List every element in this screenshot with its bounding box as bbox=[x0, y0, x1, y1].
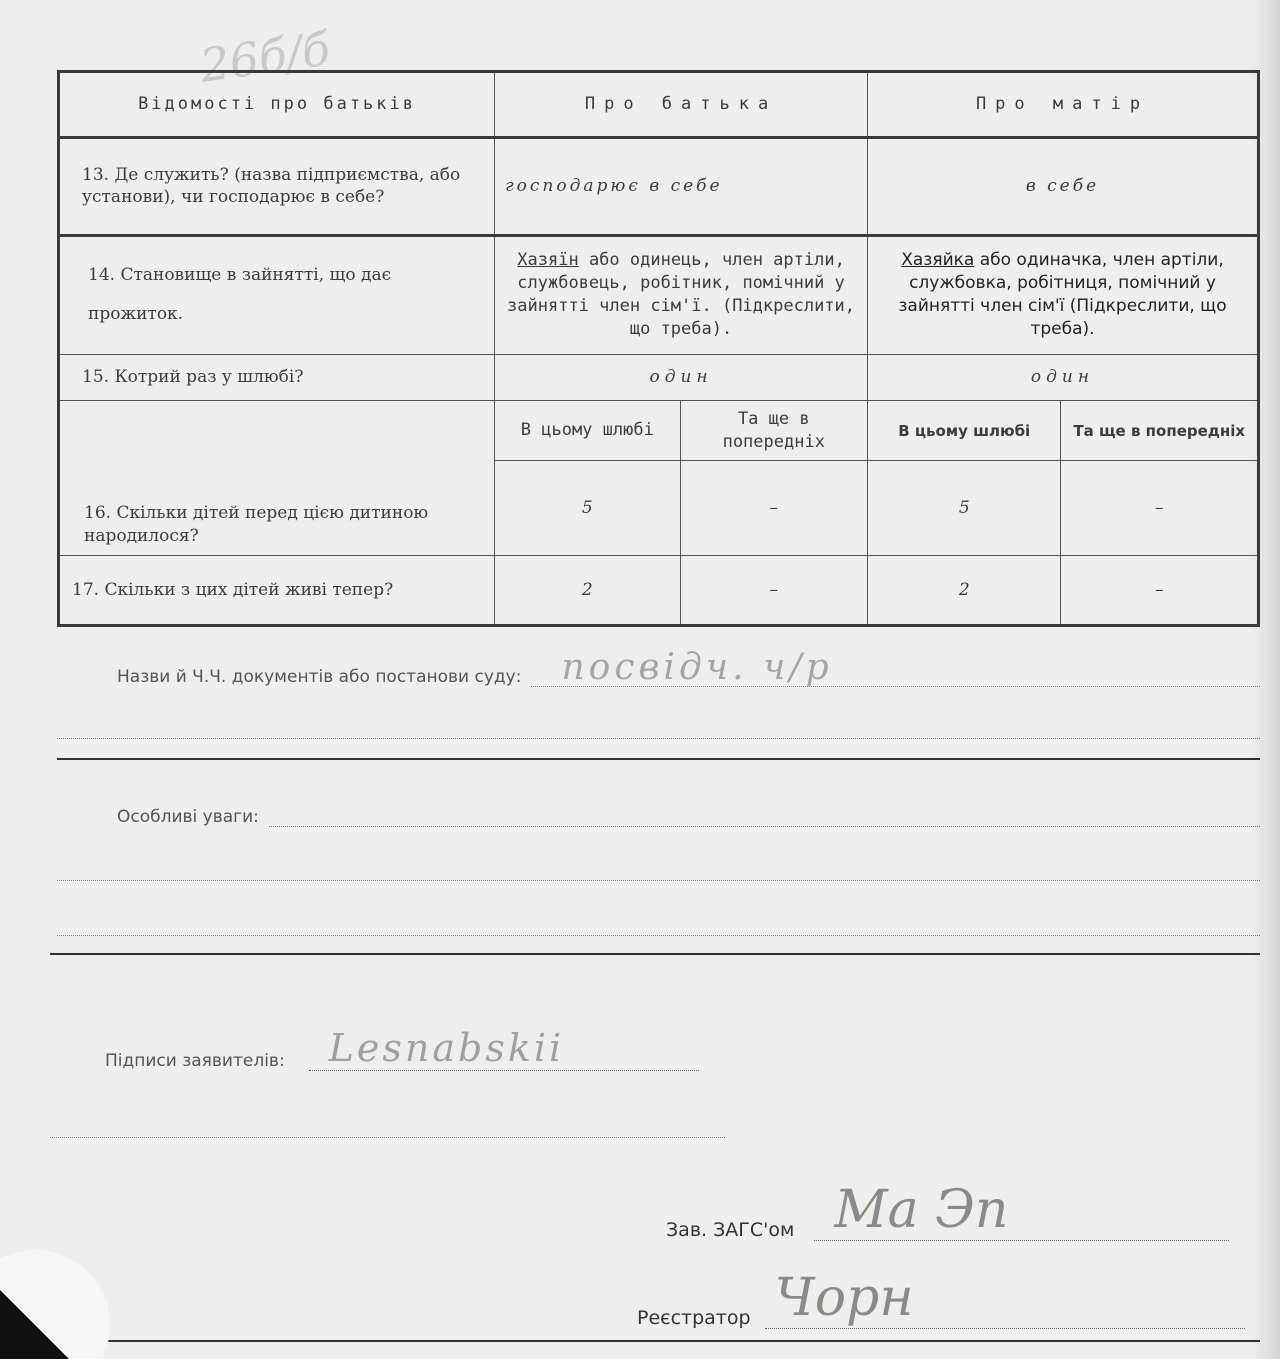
q17-mother-this: 2 bbox=[868, 556, 1061, 626]
q15-mother-value: один bbox=[868, 355, 1259, 401]
q14-label: 14. Становище в зайнятті, що дає прожиток. bbox=[59, 235, 495, 355]
mother-sub-previous: Та ще в попередніх bbox=[1061, 401, 1259, 461]
row-q16-subheader bbox=[59, 401, 1259, 461]
row-q17 bbox=[59, 556, 1259, 626]
q15-father-value: один bbox=[495, 355, 868, 401]
q14-father-underlined: Хазяїн bbox=[517, 250, 579, 271]
table-header-row bbox=[59, 72, 1259, 138]
q16-mother-this: 5 bbox=[868, 461, 1061, 556]
zags-signature-row bbox=[666, 1180, 1229, 1241]
applicants-label: Підписи заявителів: bbox=[105, 1051, 285, 1071]
zags-label: Зав. ЗАГС'ом bbox=[666, 1219, 795, 1241]
q17-father-prev: – bbox=[680, 556, 867, 626]
remarks-line-3 bbox=[57, 935, 1260, 936]
q13-label: 13. Де служить? (назва підприємства, або установи), чи господарює в себе? bbox=[59, 138, 495, 235]
q14-father-options bbox=[495, 235, 868, 355]
remarks-row bbox=[117, 792, 1260, 827]
q16-father-this: 5 bbox=[495, 461, 680, 556]
q16-mother-prev: – bbox=[1061, 461, 1259, 556]
q13-mother-value: в себе bbox=[868, 138, 1259, 235]
q16-label: 16. Скільки дітей перед цією дитиною народилося? bbox=[59, 401, 495, 556]
father-sub-this-marriage: В цьому шлюбі bbox=[495, 401, 680, 461]
registrar-signature-row bbox=[637, 1268, 1245, 1329]
documents-label: Назви й Ч.Ч. документів або постанови суду: bbox=[117, 667, 522, 687]
documents-row bbox=[117, 647, 1260, 688]
q14-mother-options bbox=[868, 235, 1259, 355]
remarks-field bbox=[269, 792, 1260, 827]
zags-signature-field bbox=[814, 1180, 1229, 1241]
q15-label: 15. Котрий раз у шлюбі? bbox=[59, 355, 495, 401]
divider-line-2 bbox=[50, 953, 1260, 955]
applicants-signature-field bbox=[309, 1010, 699, 1071]
row-q15 bbox=[59, 355, 1259, 401]
q17-father-this: 2 bbox=[495, 556, 680, 626]
q13-father-value: господарює в себе bbox=[495, 138, 868, 235]
row-q14 bbox=[59, 235, 1259, 355]
remarks-label: Особливі уваги: bbox=[117, 807, 259, 827]
parents-info-table bbox=[57, 70, 1260, 627]
mother-sub-this-marriage: В цьому шлюбі bbox=[868, 401, 1061, 461]
applicants-signature: Lesnabskii bbox=[328, 1026, 565, 1070]
divider-line-1 bbox=[57, 758, 1260, 760]
documents-field bbox=[531, 647, 1260, 688]
registrar-label: Реєстратор bbox=[637, 1307, 751, 1329]
applicants-signature-row bbox=[105, 1010, 699, 1071]
remarks-line-2 bbox=[57, 880, 1260, 881]
header-father: Про батька bbox=[495, 72, 868, 138]
q16-father-prev: – bbox=[680, 461, 867, 556]
documents-extra-line bbox=[57, 738, 1260, 739]
registrar-signature-field bbox=[765, 1268, 1245, 1329]
bottom-line bbox=[100, 1340, 1260, 1342]
documents-value: посвідч. ч/р bbox=[561, 647, 833, 688]
q14-mother-underlined: Хазяйка bbox=[901, 250, 975, 271]
zags-signature: Ма Эп bbox=[834, 1180, 1009, 1240]
archive-mark: 26б/б bbox=[196, 21, 334, 93]
registrar-signature: Чорн bbox=[774, 1268, 914, 1328]
header-mother: Про матір bbox=[868, 72, 1259, 138]
q14-father-options-text: або одинець, член артіли, службовець, робітник, помічний у зайнятті член сім'ї. (Підкреслити, що треба). bbox=[507, 250, 856, 340]
applicants-extra-line bbox=[50, 1137, 725, 1138]
q17-mother-prev: – bbox=[1061, 556, 1259, 626]
header-parents-info: Відомості про батьків bbox=[59, 72, 495, 138]
row-q13 bbox=[59, 138, 1259, 235]
father-sub-previous: Та ще в попередніх bbox=[680, 401, 867, 461]
q17-label: 17. Скільки з цих дітей живі тепер? bbox=[59, 556, 495, 626]
q14-mother-options-text: або одиначка, член артіли, службовка, робітниця, помічний у зайнятті член сім'ї (Підкреслити, що треба). bbox=[898, 250, 1227, 340]
